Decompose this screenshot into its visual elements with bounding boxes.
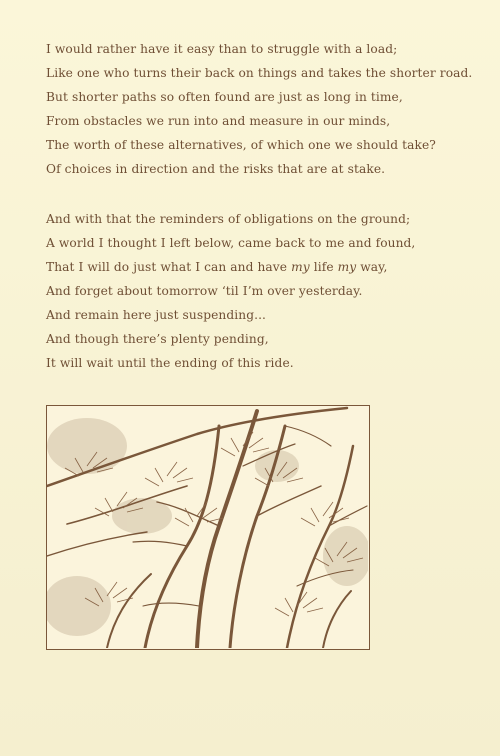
poem-line: Like one who turns their back on things and takes the shorter road. xyxy=(46,66,473,80)
poem-line: It will wait until the ending of this ride. xyxy=(46,356,294,370)
poem-line: And with that the reminders of obligations on the ground; xyxy=(46,212,411,226)
poem-emphasis: my xyxy=(337,260,357,274)
trees-drawing xyxy=(47,406,368,648)
poem-stanza-1 xyxy=(46,37,476,181)
poem-line: From obstacles we run into and measure in our minds, xyxy=(46,114,391,128)
poem-line: And remain here just suspending... xyxy=(46,308,267,322)
poem-line: And though there’s plenty pending, xyxy=(46,332,269,346)
poem-line: Of choices in direction and the risks that are at stake. xyxy=(46,162,386,176)
trees-illustration xyxy=(46,405,370,650)
poem-line xyxy=(46,255,476,279)
poem-text: That I will do just what I can and have xyxy=(46,260,292,274)
poem-stanza-2 xyxy=(46,207,476,375)
poem-line: But shorter paths so often found are just as long in time, xyxy=(46,90,403,104)
poem-line: A world I thought I left below, came back to me and found, xyxy=(46,236,416,250)
poem-text: life xyxy=(309,260,338,274)
poem-emphasis: my xyxy=(291,260,310,274)
poem-text: way, xyxy=(356,260,388,274)
poem-line: The worth of these alternatives, of which one we should take? xyxy=(46,138,436,152)
poem-line: I would rather have it easy than to struggle with a load; xyxy=(46,42,398,56)
poem-line: And forget about tomorrow ‘til I’m over yesterday. xyxy=(46,284,363,298)
